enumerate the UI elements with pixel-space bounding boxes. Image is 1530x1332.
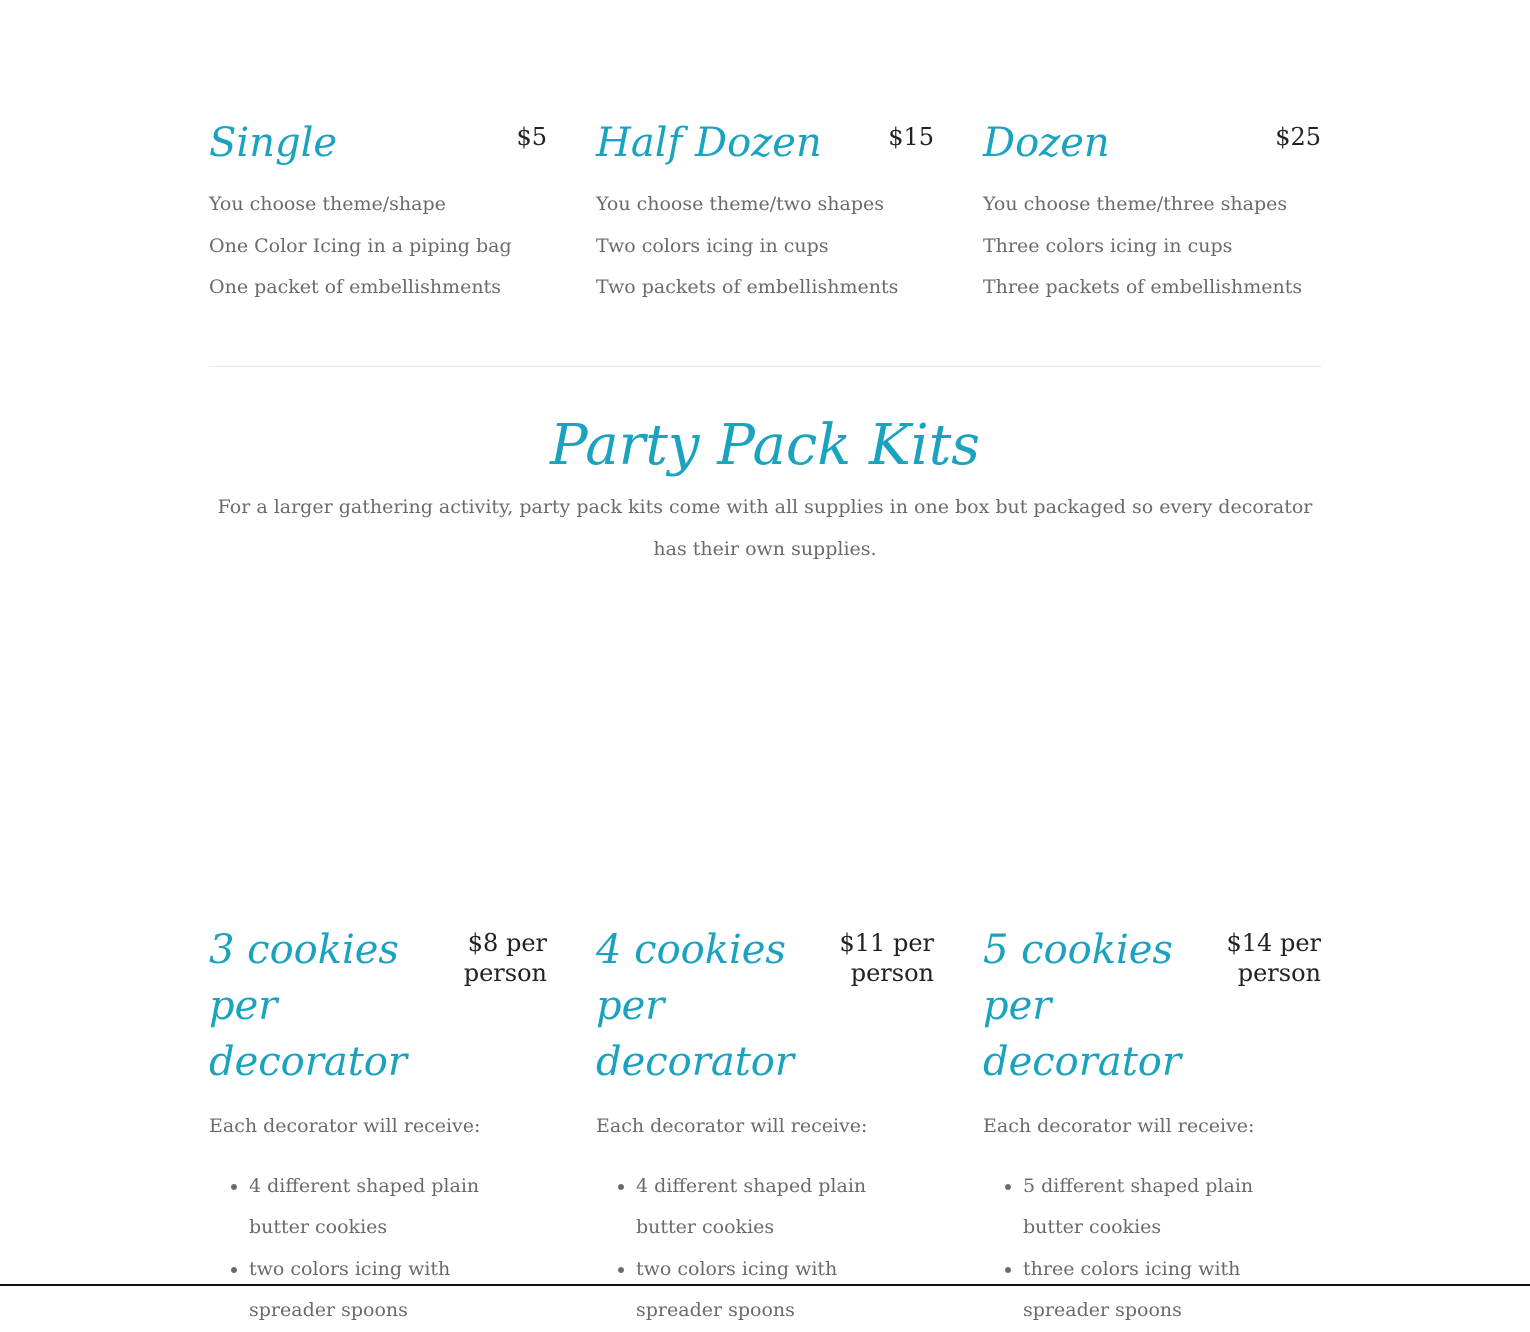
party-kits-row <box>209 922 1321 1332</box>
kit-line: You choose theme/two shapes <box>596 193 885 215</box>
individual-kits-row <box>209 112 1321 309</box>
kit-line: Two colors icing in cups <box>596 234 829 257</box>
kit-line: Three packets of embellishments <box>983 276 1303 298</box>
kit-price: $15 <box>888 123 934 151</box>
list-item: • 4 different shaped plain butter cookies <box>249 1166 499 1249</box>
included-items-list <box>983 1166 1273 1332</box>
party-kit-title: 5 cookies per decorator <box>983 927 1182 1085</box>
kit-card-single <box>209 112 547 309</box>
receive-label: Each decorator will receive: <box>983 1115 1255 1137</box>
kit-price: $5 <box>516 123 547 151</box>
party-kit-card-3 <box>209 922 547 1332</box>
party-kit-title: 4 cookies per decorator <box>596 927 795 1085</box>
party-kit-price: $14 per person <box>1226 929 1321 987</box>
kit-line: Two packets of embellishments <box>596 276 899 298</box>
list-item: • two colors icing with spreader spoons <box>249 1249 499 1332</box>
list-item: • 4 different shaped plain butter cookies <box>636 1166 886 1249</box>
kit-title: Half Dozen <box>596 120 822 166</box>
party-kit-price: $11 per person <box>839 929 934 987</box>
list-item: • two colors icing with spreader spoons <box>636 1249 886 1332</box>
kit-line: Three colors icing in cups <box>983 234 1233 257</box>
party-kit-title: 3 cookies per decorator <box>209 927 408 1085</box>
kit-title: Single <box>209 120 338 166</box>
list-item: • 5 different shaped plain butter cookies <box>1023 1166 1273 1249</box>
kit-line: You choose theme/three shapes <box>983 193 1288 215</box>
receive-label: Each decorator will receive: <box>209 1115 481 1137</box>
kit-line: One Color Icing in a piping bag <box>209 234 512 257</box>
kit-price: $25 <box>1275 123 1321 151</box>
kit-card-half-dozen <box>596 112 934 309</box>
kit-line: One packet of embellishments <box>209 276 501 298</box>
kit-card-dozen <box>983 112 1321 309</box>
party-kit-card-5 <box>983 922 1321 1332</box>
party-pack-heading: Party Pack Kits <box>550 413 980 478</box>
receive-label: Each decorator will receive: <box>596 1115 868 1137</box>
party-kit-card-4 <box>596 922 934 1332</box>
kit-title: Dozen <box>983 120 1110 166</box>
included-items-list <box>596 1166 886 1332</box>
party-pack-intro: For a larger gathering activity, party pack kits come with all supplies in one box but packaged so every decorator has their own supplies. <box>217 496 1313 560</box>
section-divider <box>209 366 1321 367</box>
included-items-list <box>209 1166 499 1332</box>
party-kit-price: $8 per person <box>463 929 547 987</box>
kit-line: You choose theme/shape <box>209 193 446 215</box>
list-item: • three colors icing with spreader spoons <box>1023 1249 1273 1332</box>
